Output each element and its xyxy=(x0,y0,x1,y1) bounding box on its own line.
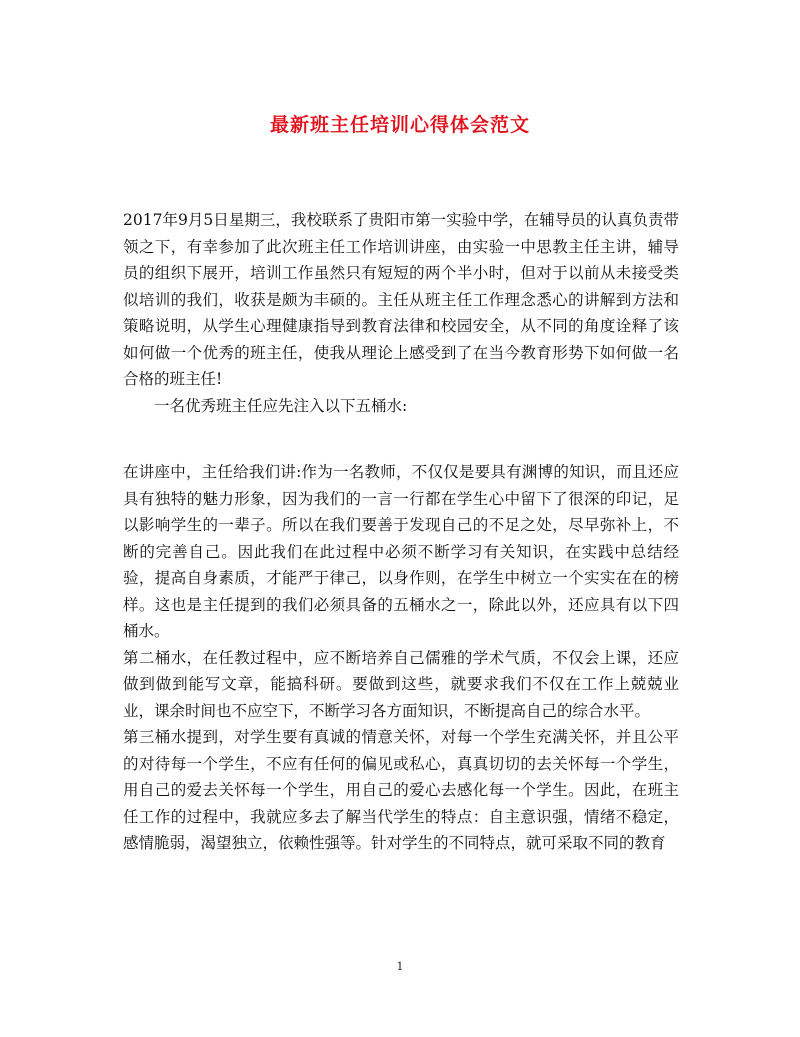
paragraph-five-buckets-heading: 一名优秀班主任应先注入以下五桶水: xyxy=(154,396,408,415)
paragraph-spacer xyxy=(123,419,679,459)
paragraph-second-bucket: 第二桶水，在任教过程中，应不断培养自己儒雅的学术气质，不仅会上课，还应做到做到能写文章，能搞科研。要做到这些，就要求我们不仅在工作上兢兢业业，课余时间也不应空下，不断学习各方面知识，不断提高自己的综合水平。 xyxy=(123,648,679,720)
document-body xyxy=(123,207,679,857)
page-number: 1 xyxy=(396,960,404,973)
paragraph-first-bucket: 在讲座中，主任给我们讲:作为一名教师，不仅仅是要具有渊博的知识，而且还应具有独特的魅力形象，因为我们的一言一行都在学生心中留下了很深的印记，足以影响学生的一辈子。所以在我们要善于发现自己的不足之处，尽早弥补上，不断的完善自己。因此我们在此过程中必须不断学习有关知识，在实践中总结经验，提高自身素质，才能严于律己，以身作则，在学生中树立一个实实在在的榜样。这也是主任提到的我们必须具备的五桶水之一，除此以外，还应具有以下四桶水。 xyxy=(123,463,679,640)
document-title: 最新班主任培训心得体会范文 xyxy=(269,114,530,136)
paragraph-intro: 2017年9月5日星期三，我校联系了贵阳市第一实验中学，在辅导员的认真负责带领之下，有幸参加了此次班主任工作培训讲座，由实验一中思教主任主讲，辅导员的组织下展开，培训工作虽然只有短短的两个半小时，但对于以前从未接受类似培训的我们，收获是颇为丰硕的。主任从班主任工作理念悉心的讲解到方法和策略说明，从学生心理健康指导到教育法律和校园安全，从不同的角度诠释了该如何做一个优秀的班主任，使我从理论上感受到了在当今教育形势下如何做一名合格的班主任! xyxy=(123,211,679,388)
paragraph-third-bucket: 第三桶水提到，对学生要有真诚的情意关怀，对每一个学生充满关怀，并且公平的对待每一个学生，不应有任何的偏见或私心，真真切切的去关怀每一个学生，用自己的爱去关怀每一个学生，用自己的爱心去感化每一个学生。因此，在班主任工作的过程中，我就应多去了解当代学生的特点：自主意识强，情绪不稳定，感情脆弱，渴望独立，依赖性强等。针对学生的不同特点，就可采取不同的教育 xyxy=(123,728,679,852)
